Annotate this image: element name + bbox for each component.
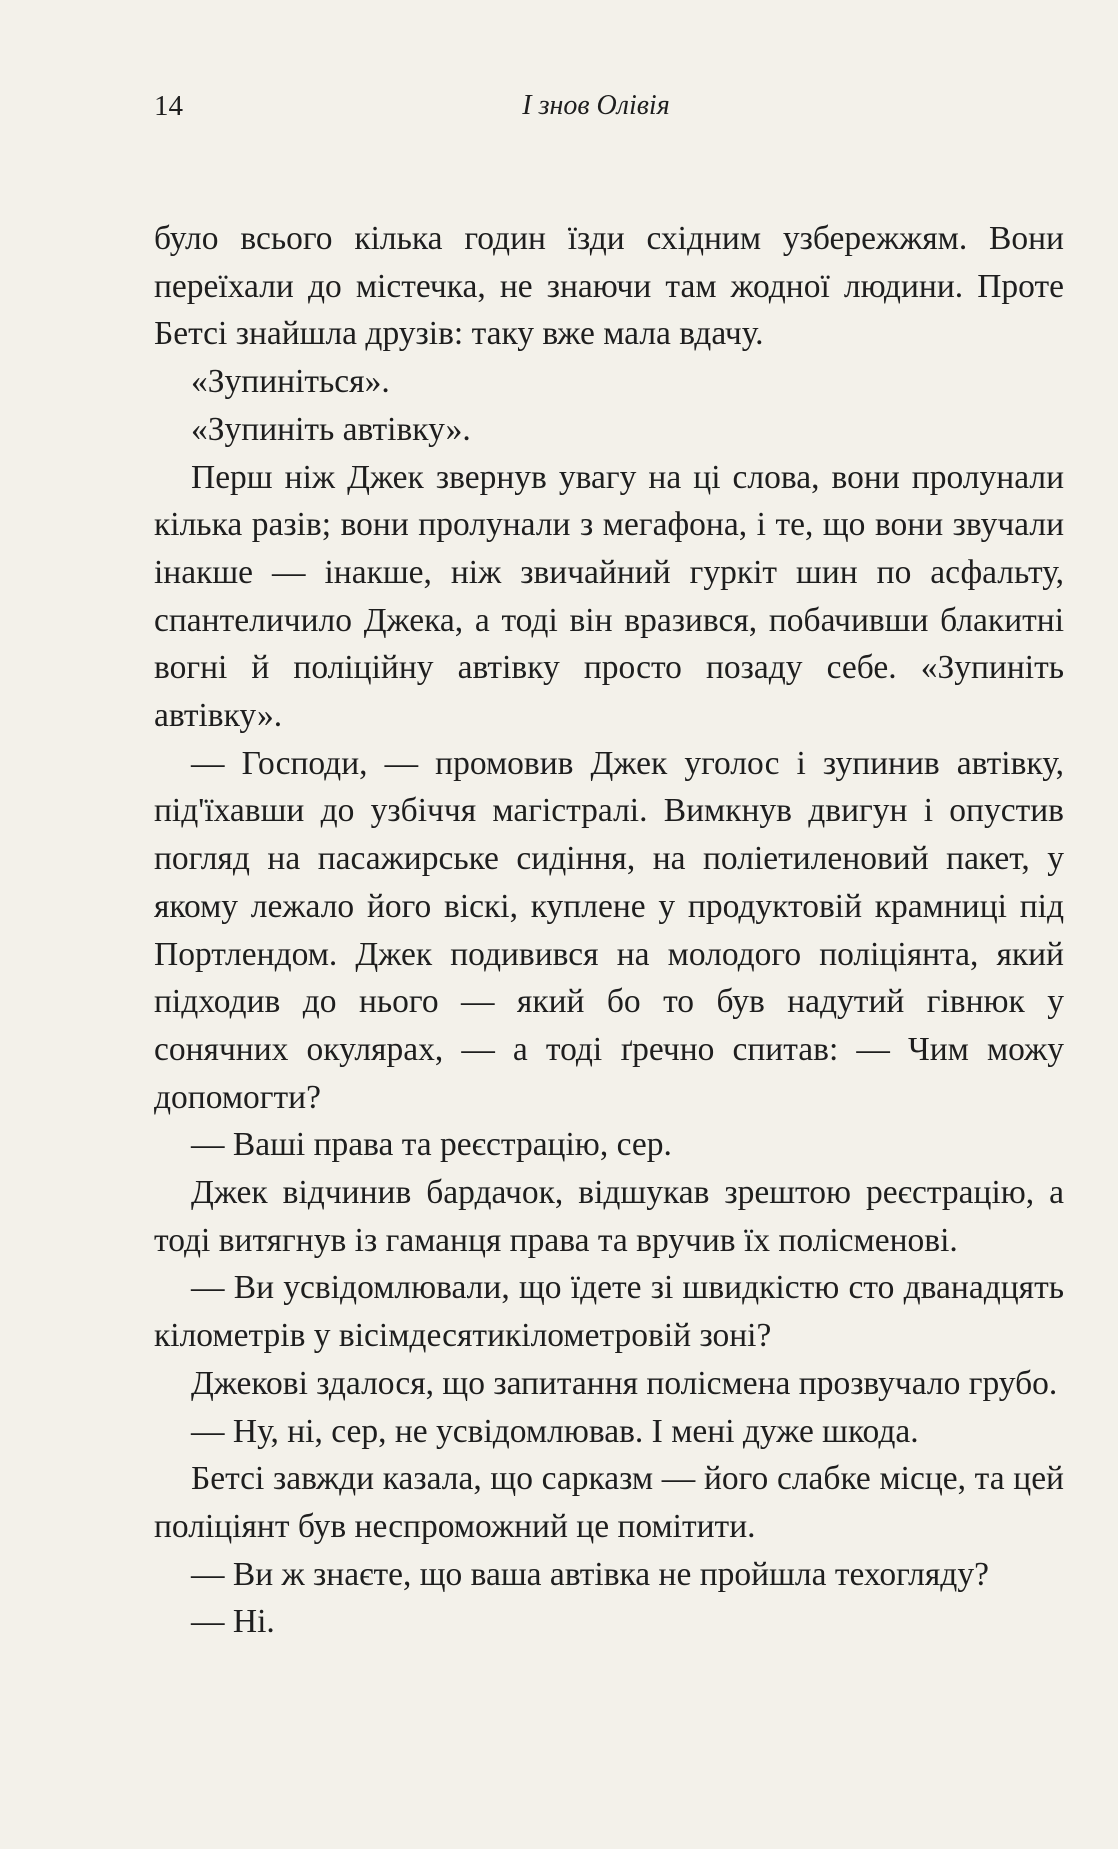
- paragraph: «Зупиніть автівку».: [191, 410, 471, 448]
- paragraph: — Ви усвідомлювали, що їдете зі швидкістю сто дванадцять кілометрів у вісімдесятикілометровій зоні?: [154, 1269, 1064, 1355]
- paragraph: Джекові здалося, що запитання полісмена прозвучало грубо.: [191, 1364, 1058, 1402]
- body-text: [154, 215, 1064, 1646]
- book-title: І знов Олівія: [522, 90, 670, 121]
- running-head: [154, 86, 1038, 126]
- paragraph: — Господи, — промовив Джек уголос і зупинив автівку, під'їхавши до узбіччя магістралі. Вимкнув двигун і опустив погляд на пасажирське сидіння, на поліетиленовий пакет, у якому лежало його віскі, куплене у продуктовій крамниці під Портлендом. Джек подивився на молодого поліціянта, який підходив до нього — який бо то був надутий гівнюк у сонячних окулярах, — а тоді ґречно спитав: — Чим можу допомогти?: [154, 744, 1064, 1116]
- paragraph: Джек відчинив бардачок, відшукав зрештою реєстрацію, а тоді витягнув із гаманця права та вручив їх полісменові.: [154, 1174, 1064, 1259]
- paragraph: — Ну, ні, сер, не усвідомлював. І мені дуже шкода.: [191, 1412, 919, 1450]
- paragraph: Перш ніж Джек звернув увагу на ці слова, вони пролунали кілька разів; вони пролунали з мегафона, і те, що вони звучали інакше — інакше, ніж звичайний гуркіт шин по асфальту, спантеличило Джека, а тоді він вразився, побачивши блакитні вогні й поліційну автівку просто позаду себе. «Зупиніть автівку».: [154, 458, 1064, 735]
- paragraph: — Ваші права та реєстрацію, сер.: [191, 1126, 672, 1164]
- paragraph: — Ви ж знаєте, що ваша автівка не пройшла техогляду?: [191, 1555, 989, 1593]
- paragraph-continuation: було всього кілька годин їзди східним узбережжям. Вони переїхали до містечка, не знаючи там жодної людини. Проте Бетсі знайшла друзів: таку вже мала вдачу.: [154, 220, 1064, 353]
- paragraph: — Ні.: [191, 1603, 275, 1641]
- page-number: 14: [154, 90, 183, 122]
- paragraph: Бетсі завжди казала, що сарказм — його слабке місце, та цей поліціянт був неспроможний це помітити.: [154, 1460, 1064, 1545]
- paragraph: «Зупиніться».: [191, 363, 390, 401]
